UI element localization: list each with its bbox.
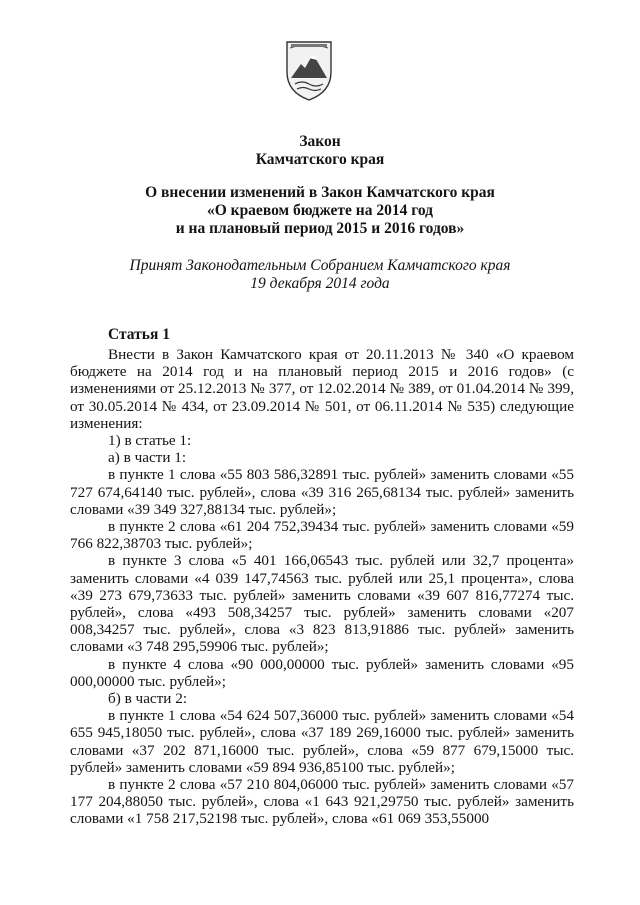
article-paragraph: 1) в статье 1: — [108, 432, 192, 450]
article-paragraph: в пункте 1 слова «54 624 507,36000 тыс. рублей» заменить словами «54 655 945,18050 тыс. рублей», слова «37 189 269,16000 тыс. рублей» заменить словами «37 202 871,16000 тыс. рублей», слова «59 877 679,15000 тыс. рублей» заменить словами «59 894 936,85100 тыс. рублей»; — [70, 707, 574, 776]
article-paragraph: а) в части 1: — [108, 449, 187, 467]
coat-of-arms-emblem — [283, 38, 335, 102]
article-paragraph: Внести в Закон Камчатского края от 20.11.2013 № 340 «О краевом бюджете на 2014 год и на плановый период 2015 и 2016 годов» (с изменениями от 25.12.2013 № 377, от 12.02.2014 № 389, от 01.04.2014 № 399, от 30.05.2014 № 434, от 23.09.2014 № 501, от 06.11.2014 № 535) следующие изменения: — [70, 346, 574, 432]
document-title: Закон — [299, 133, 341, 150]
article-paragraph: б) в части 2: — [108, 690, 188, 708]
article-paragraph: в пункте 3 слова «5 401 166,06543 тыс. рублей или 32,7 процента» заменить словами «4 039 147,74563 тыс. рублей или 25,1 процента», слова «39 273 679,73633 тыс. рублей» заменить словами «39 607 816,77274 тыс. рублей», слова «493 508,34257 тыс. рублей» заменить словами «207 008,34257 тыс. рублей», слова «3 823 813,91886 тыс. рублей» заменить словами «3 748 295,59906 тыс. рублей»; — [70, 552, 574, 656]
adoption-date: 19 декабря 2014 года — [250, 275, 390, 292]
article-body — [70, 346, 574, 828]
article-paragraph: в пункте 1 слова «55 803 586,32891 тыс. рублей» заменить словами «55 727 674,64140 тыс. рублей», слова «39 316 265,68134 тыс. рублей» заменить словами «39 349 327,88134 тыс. рублей»; — [70, 466, 574, 518]
document-subject-line-1: О внесении изменений в Закон Камчатского края — [145, 184, 495, 201]
document-subject-line-3: и на плановый период 2015 и 2016 годов» — [175, 220, 465, 237]
article-paragraph: в пункте 4 слова «90 000,00000 тыс. рублей» заменить словами «95 000,00000 тыс. рублей»; — [70, 655, 574, 690]
document-title-region: Камчатского края — [255, 151, 385, 168]
adoption-note: Принят Законодательным Собранием Камчатского края — [129, 257, 511, 274]
article-heading: Статья 1 — [108, 326, 170, 343]
document-subject-line-2: «О краевом бюджете на 2014 год — [206, 202, 434, 219]
article-paragraph: в пункте 2 слова «61 204 752,39434 тыс. рублей» заменить словами «59 766 822,38703 тыс. рублей»; — [70, 518, 574, 553]
article-paragraph: в пункте 2 слова «57 210 804,06000 тыс. рублей» заменить словами «57 177 204,88050 тыс. рублей», слова «1 643 921,29750 тыс. рублей» заменить словами «1 758 217,52198 тыс. рублей», слова «61 069 353,55000 — [70, 776, 574, 828]
